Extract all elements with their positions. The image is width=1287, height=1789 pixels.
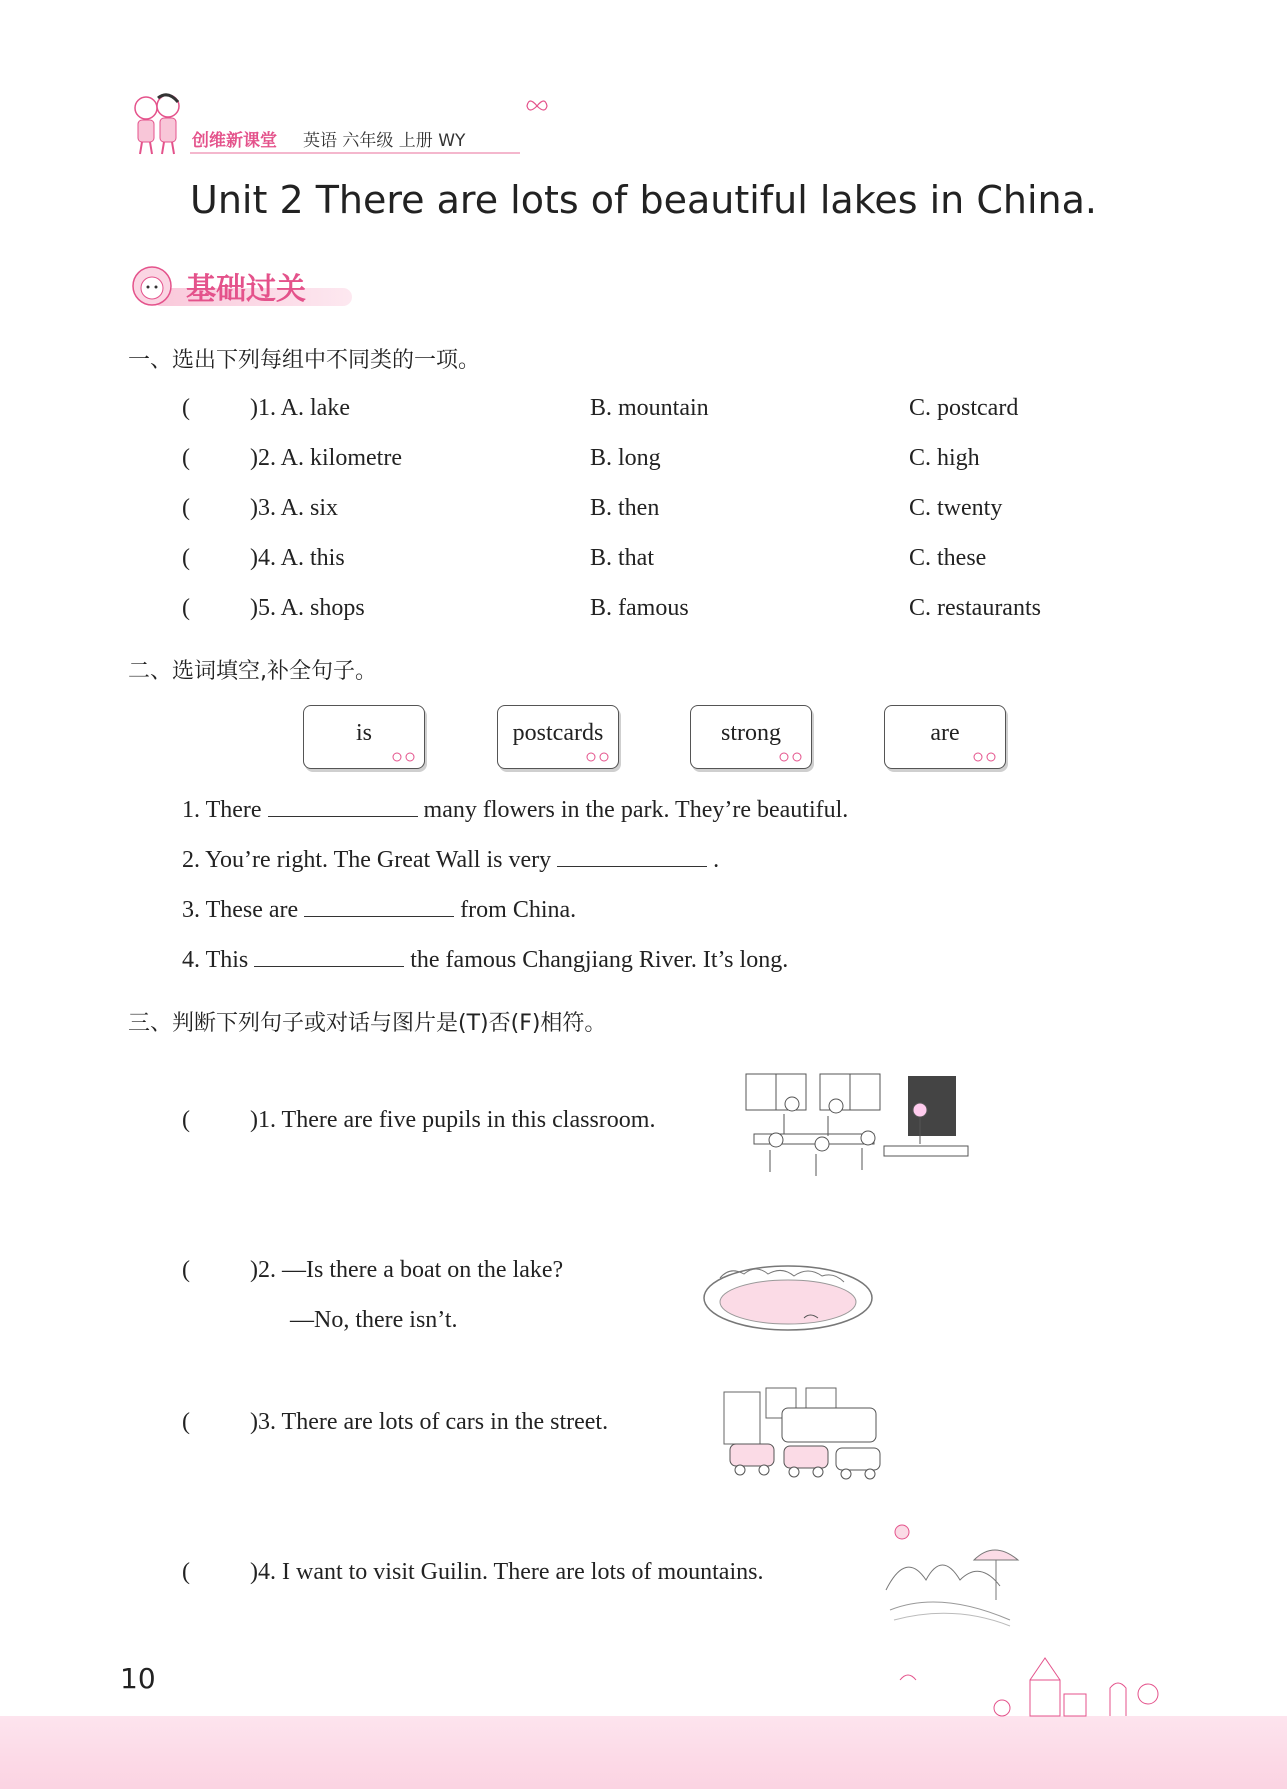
answer-paren[interactable]: (: [182, 1107, 190, 1133]
option-c: C. postcard: [909, 395, 1019, 421]
option-a: )5. A. shops: [250, 595, 365, 621]
option-b: B. long: [590, 445, 661, 471]
word-box-is: [303, 705, 425, 769]
sentence-before: 2. You’re right. The Great Wall is very: [182, 847, 552, 873]
judge-text: )4. I want to visit Guilin. There are lots of mountains.: [250, 1559, 764, 1585]
answer-blank[interactable]: [304, 894, 454, 917]
part1-question: [182, 592, 1082, 624]
word-label: are: [930, 720, 960, 746]
option-c: C. restaurants: [909, 595, 1041, 621]
word-label: is: [355, 720, 372, 746]
kids-mascot-icon: [128, 86, 198, 156]
answer-blank[interactable]: [254, 944, 404, 967]
section-banner: [128, 262, 358, 312]
page-number: 10: [120, 1662, 156, 1695]
word-label: postcards: [512, 720, 604, 746]
classroom-picture: [744, 1070, 970, 1182]
sentence-after: many flowers in the park. They’re beautiful.: [423, 797, 849, 823]
judge-question: [182, 1406, 702, 1438]
page-title: Unit 2 There are lots of beautiful lakes in China.: [190, 178, 1097, 222]
fill-sentence: [182, 794, 848, 826]
sentence-after: from China.: [460, 897, 577, 923]
sentence-before: 1. There: [182, 797, 262, 823]
option-c: C. these: [909, 545, 987, 571]
sentence-before: 3. These are: [182, 897, 299, 923]
answer-paren[interactable]: (: [182, 495, 190, 521]
flower-doodle-icon: [971, 750, 999, 764]
judge-text: )3. There are lots of cars in the street.: [250, 1409, 609, 1435]
judge-question: [182, 1104, 742, 1136]
sentence-after: .: [713, 847, 720, 873]
part1-heading: 一、选出下列每组中不同类的一项。: [128, 348, 481, 373]
subject-label: 英语 六年级 上册 WY: [303, 131, 466, 151]
judge-question: [182, 1254, 682, 1286]
fill-sentence: [182, 844, 719, 876]
page-header: [128, 86, 548, 156]
option-b: B. mountain: [590, 395, 709, 421]
girl-mascot-icon: [128, 264, 176, 310]
option-c: C. twenty: [909, 495, 1003, 521]
brand-name: 创维新课堂: [192, 131, 277, 151]
judge-text: )2. —Is there a boat on the lake?: [250, 1257, 564, 1283]
part1-question: [182, 492, 1082, 524]
option-c: C. high: [909, 445, 980, 471]
option-a: )4. A. this: [250, 545, 345, 571]
flower-doodle-icon: [777, 750, 805, 764]
fill-sentence: [182, 944, 788, 976]
guilin-picture: [884, 1520, 1024, 1632]
header-divider: [190, 152, 520, 154]
word-label: strong: [721, 720, 781, 746]
fill-sentence: [182, 894, 576, 926]
flower-doodle-icon: [584, 750, 612, 764]
footer-band: [0, 1716, 1287, 1789]
section-banner-label: 基础过关: [186, 272, 306, 307]
judge-text-reply: —No, there isn’t.: [290, 1307, 458, 1333]
lake-picture: [700, 1260, 876, 1334]
answer-paren[interactable]: (: [182, 445, 190, 471]
answer-paren[interactable]: (: [182, 595, 190, 621]
sentence-before: 4. This: [182, 947, 249, 973]
option-b: B. famous: [590, 595, 689, 621]
word-box-are: [884, 705, 1006, 769]
answer-blank[interactable]: [557, 844, 707, 867]
answer-paren[interactable]: (: [182, 545, 190, 571]
option-a: )1. A. lake: [250, 395, 350, 421]
answer-paren[interactable]: (: [182, 395, 190, 421]
option-a: )2. A. kilometre: [250, 445, 402, 471]
judge-text: )1. There are five pupils in this classroom.: [250, 1107, 656, 1133]
option-b: B. that: [590, 545, 654, 571]
part1-question: [182, 392, 1082, 424]
option-b: B. then: [590, 495, 660, 521]
judge-question: [182, 1556, 862, 1588]
flower-doodle-icon: [390, 750, 418, 764]
answer-paren[interactable]: (: [182, 1559, 190, 1585]
word-box-strong: [690, 705, 812, 769]
butterfly-icon: [526, 96, 548, 116]
castle-decoration-icon: [880, 1650, 1170, 1720]
street-picture: [722, 1384, 890, 1484]
option-a: )3. A. six: [250, 495, 339, 521]
part1-question: [182, 542, 1082, 574]
answer-paren[interactable]: (: [182, 1257, 190, 1283]
part1-question: [182, 442, 1082, 474]
part3-heading: 三、判断下列句子或对话与图片是(T)否(F)相符。: [128, 1011, 607, 1036]
part2-heading: 二、选词填空,补全句子。: [128, 659, 377, 684]
word-box-postcards: [497, 705, 619, 769]
answer-paren[interactable]: (: [182, 1409, 190, 1435]
answer-blank[interactable]: [268, 794, 418, 817]
sentence-after: the famous Changjiang River. It’s long.: [410, 947, 789, 973]
judge-reply: [290, 1304, 690, 1336]
